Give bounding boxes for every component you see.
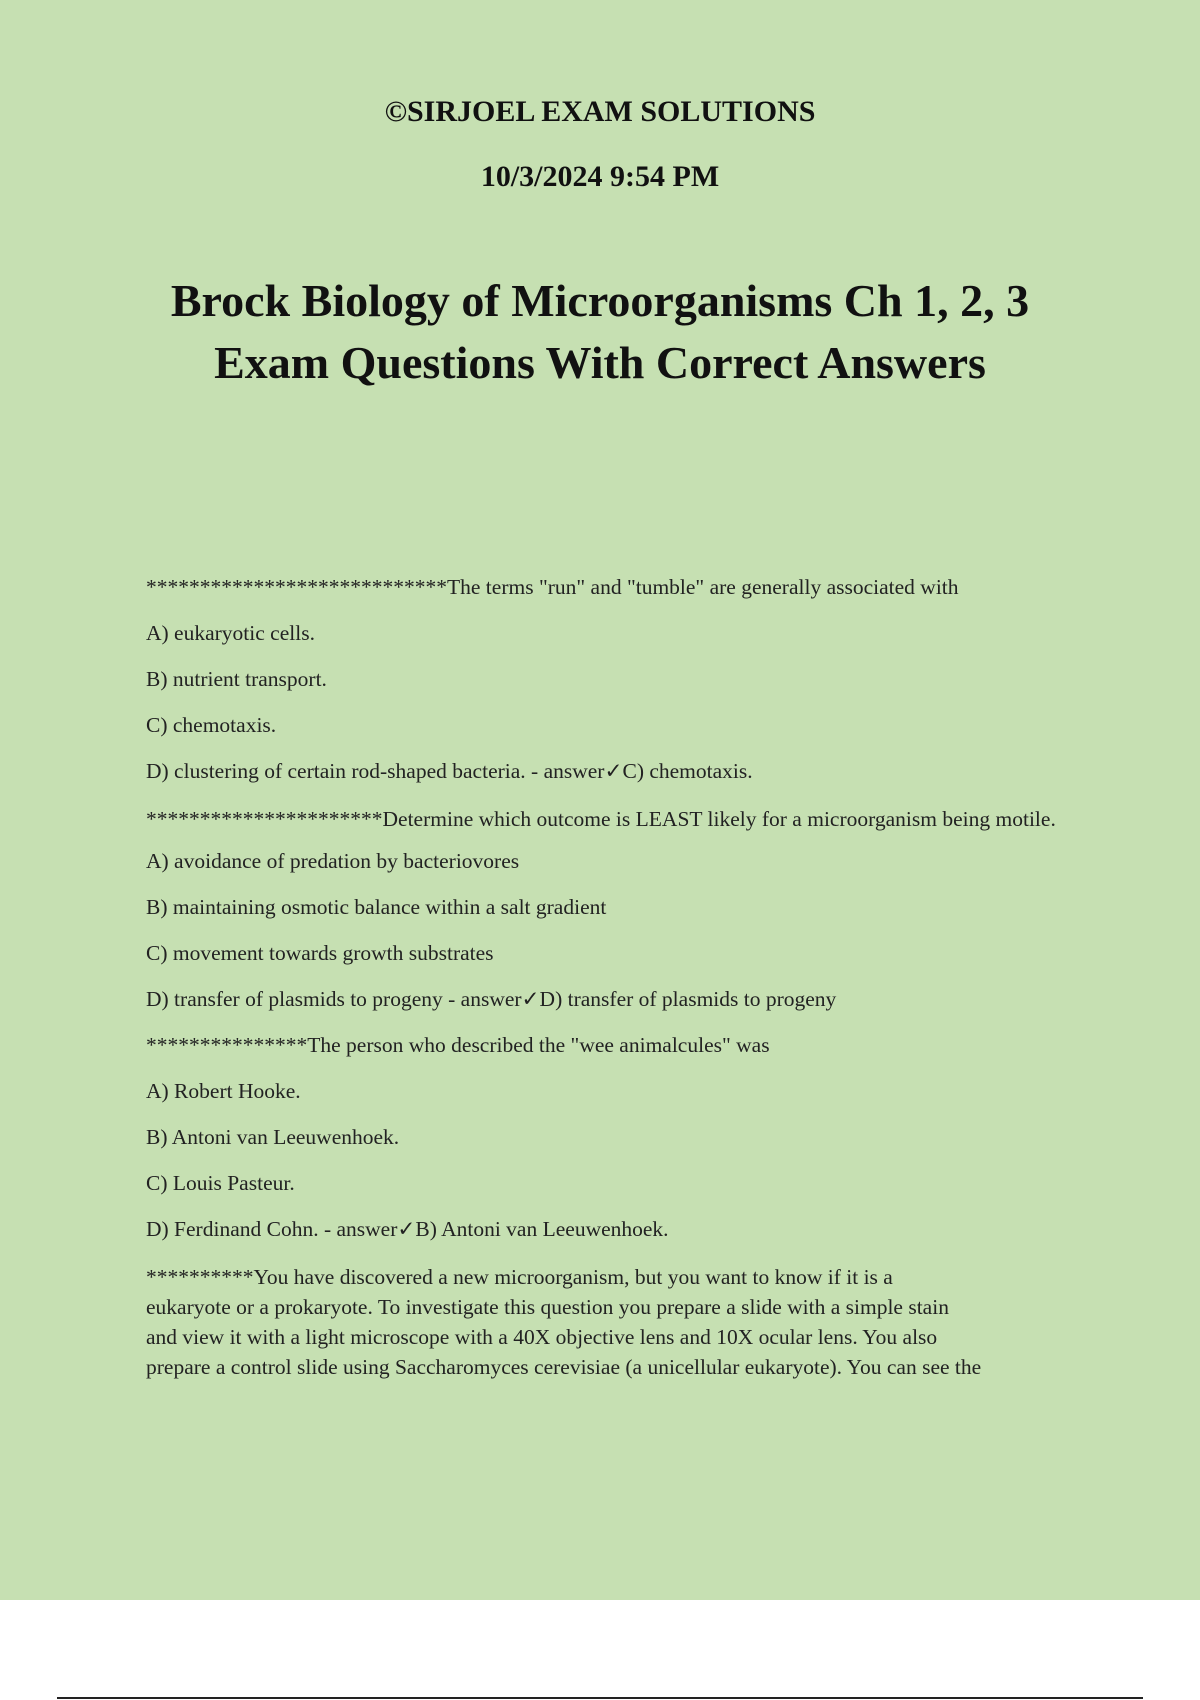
answer-option-with-key: D) transfer of plasmids to progeny - answer✓D) transfer of plasmids to progeny [146, 987, 837, 1011]
question-stem: **********************Determine which outcome is LEAST likely for a microorganism being motile. [146, 807, 1056, 831]
answer-option-with-key: D) Ferdinand Cohn. - answer✓B) Antoni van Leeuwenhoek. [146, 1217, 669, 1241]
paragraph-line: prepare a control slide using Saccharomyces cerevisiae (a unicellular eukaryote). You can see the [146, 1355, 982, 1379]
answer-option: C) chemotaxis. [146, 713, 277, 737]
answer-option: A) eukaryotic cells. [146, 621, 315, 645]
question-stem-partial [146, 1262, 1096, 1382]
answer-option: A) avoidance of predation by bacteriovores [146, 849, 520, 873]
paragraph-line: eukaryote or a prokaryote. To investigate this question you prepare a slide with a simple stain [146, 1295, 949, 1319]
paragraph-line: **********You have discovered a new microorganism, but you want to know if it is a [146, 1265, 893, 1289]
answer-option: B) Antoni van Leeuwenhoek. [146, 1125, 400, 1149]
answer-option: A) Robert Hooke. [146, 1079, 301, 1103]
title-line-2: Exam Questions With Correct Answers [214, 337, 986, 388]
answer-option-with-key: D) clustering of certain rod-shaped bacteria. - answer✓C) chemotaxis. [146, 759, 753, 783]
brand-header: ©SIRJOEL EXAM SOLUTIONS [384, 95, 816, 128]
paragraph-line: and view it with a light microscope with a 40X objective lens and 10X ocular lens. You also [146, 1325, 938, 1349]
question-stem: ***************The person who described the "wee animalcules" was [146, 1033, 770, 1057]
timestamp: 10/3/2024 9:54 PM [480, 160, 720, 193]
question-stem: ****************************The terms "run" and "tumble" are generally associated with [146, 575, 959, 599]
answer-option: C) movement towards growth substrates [146, 941, 494, 965]
answer-option: B) maintaining osmotic balance within a salt gradient [146, 895, 607, 919]
answer-option: B) nutrient transport. [146, 667, 327, 691]
answer-option: C) Louis Pasteur. [146, 1171, 295, 1195]
title-line-1: Brock Biology of Microorganisms Ch 1, 2, 3 [170, 275, 1030, 326]
question-list [146, 574, 1096, 1382]
document-title [100, 270, 1100, 394]
footer-divider [57, 1697, 1143, 1699]
